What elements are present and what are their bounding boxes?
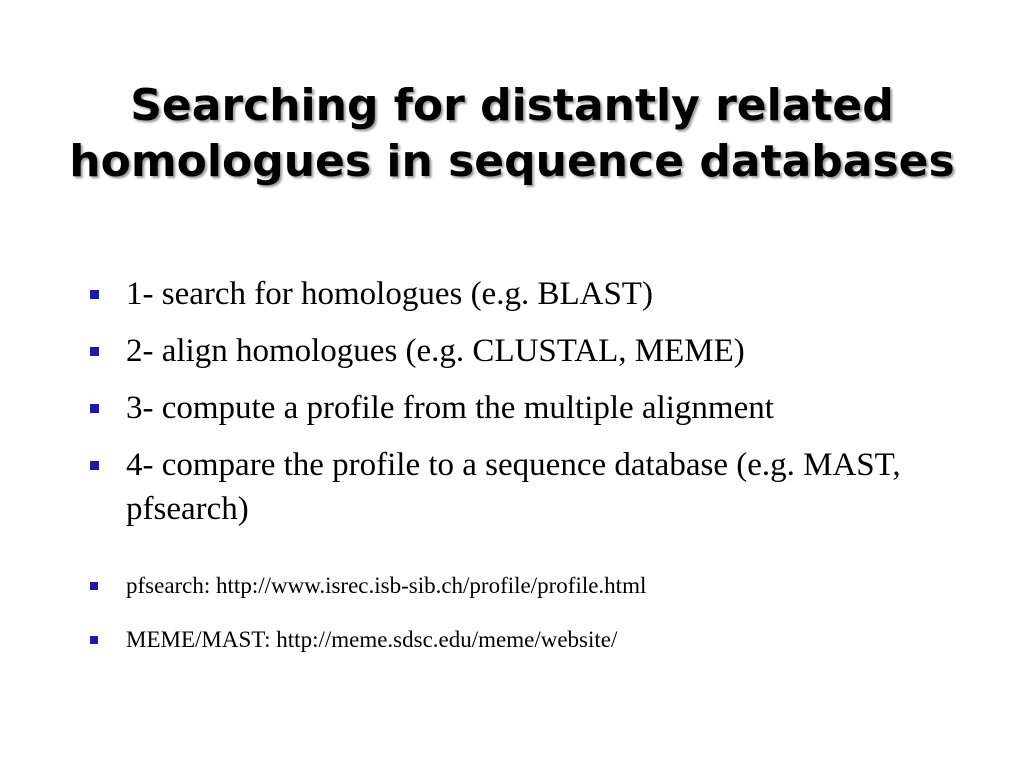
- step-item-2: [90, 329, 970, 373]
- square-bullet-icon: [90, 290, 99, 299]
- square-bullet-icon: [90, 636, 98, 644]
- step-item-3: [90, 386, 970, 430]
- link-item-meme-mast: [90, 625, 970, 655]
- step-item-4: [90, 443, 970, 531]
- title-line-2: homologues in sequence databases: [69, 136, 955, 187]
- slide-title: [0, 78, 1024, 190]
- link-item-pfsearch: [90, 571, 970, 601]
- square-bullet-icon: [90, 404, 99, 413]
- step-text-3: 3- compute a profile from the multiple alignment: [126, 390, 774, 426]
- link-text-meme-mast[interactable]: MEME/MAST: http://meme.sdsc.edu/meme/website/: [126, 627, 618, 652]
- step-text-1: 1- search for homologues (e.g. BLAST): [126, 276, 653, 312]
- title-line-1: Searching for distantly related: [130, 80, 894, 131]
- square-bullet-icon: [90, 347, 99, 356]
- square-bullet-icon: [90, 582, 98, 590]
- step-text-2: 2- align homologues (e.g. CLUSTAL, MEME): [126, 333, 745, 369]
- step-item-1: [90, 272, 970, 316]
- link-text-pfsearch[interactable]: pfsearch: http://www.isrec.isb-sib.ch/profile/profile.html: [126, 573, 647, 598]
- bullet-list: [90, 272, 970, 655]
- step-text-4: 4- compare the profile to a sequence database (e.g. MAST, pfsearch): [126, 447, 901, 527]
- square-bullet-icon: [90, 461, 99, 470]
